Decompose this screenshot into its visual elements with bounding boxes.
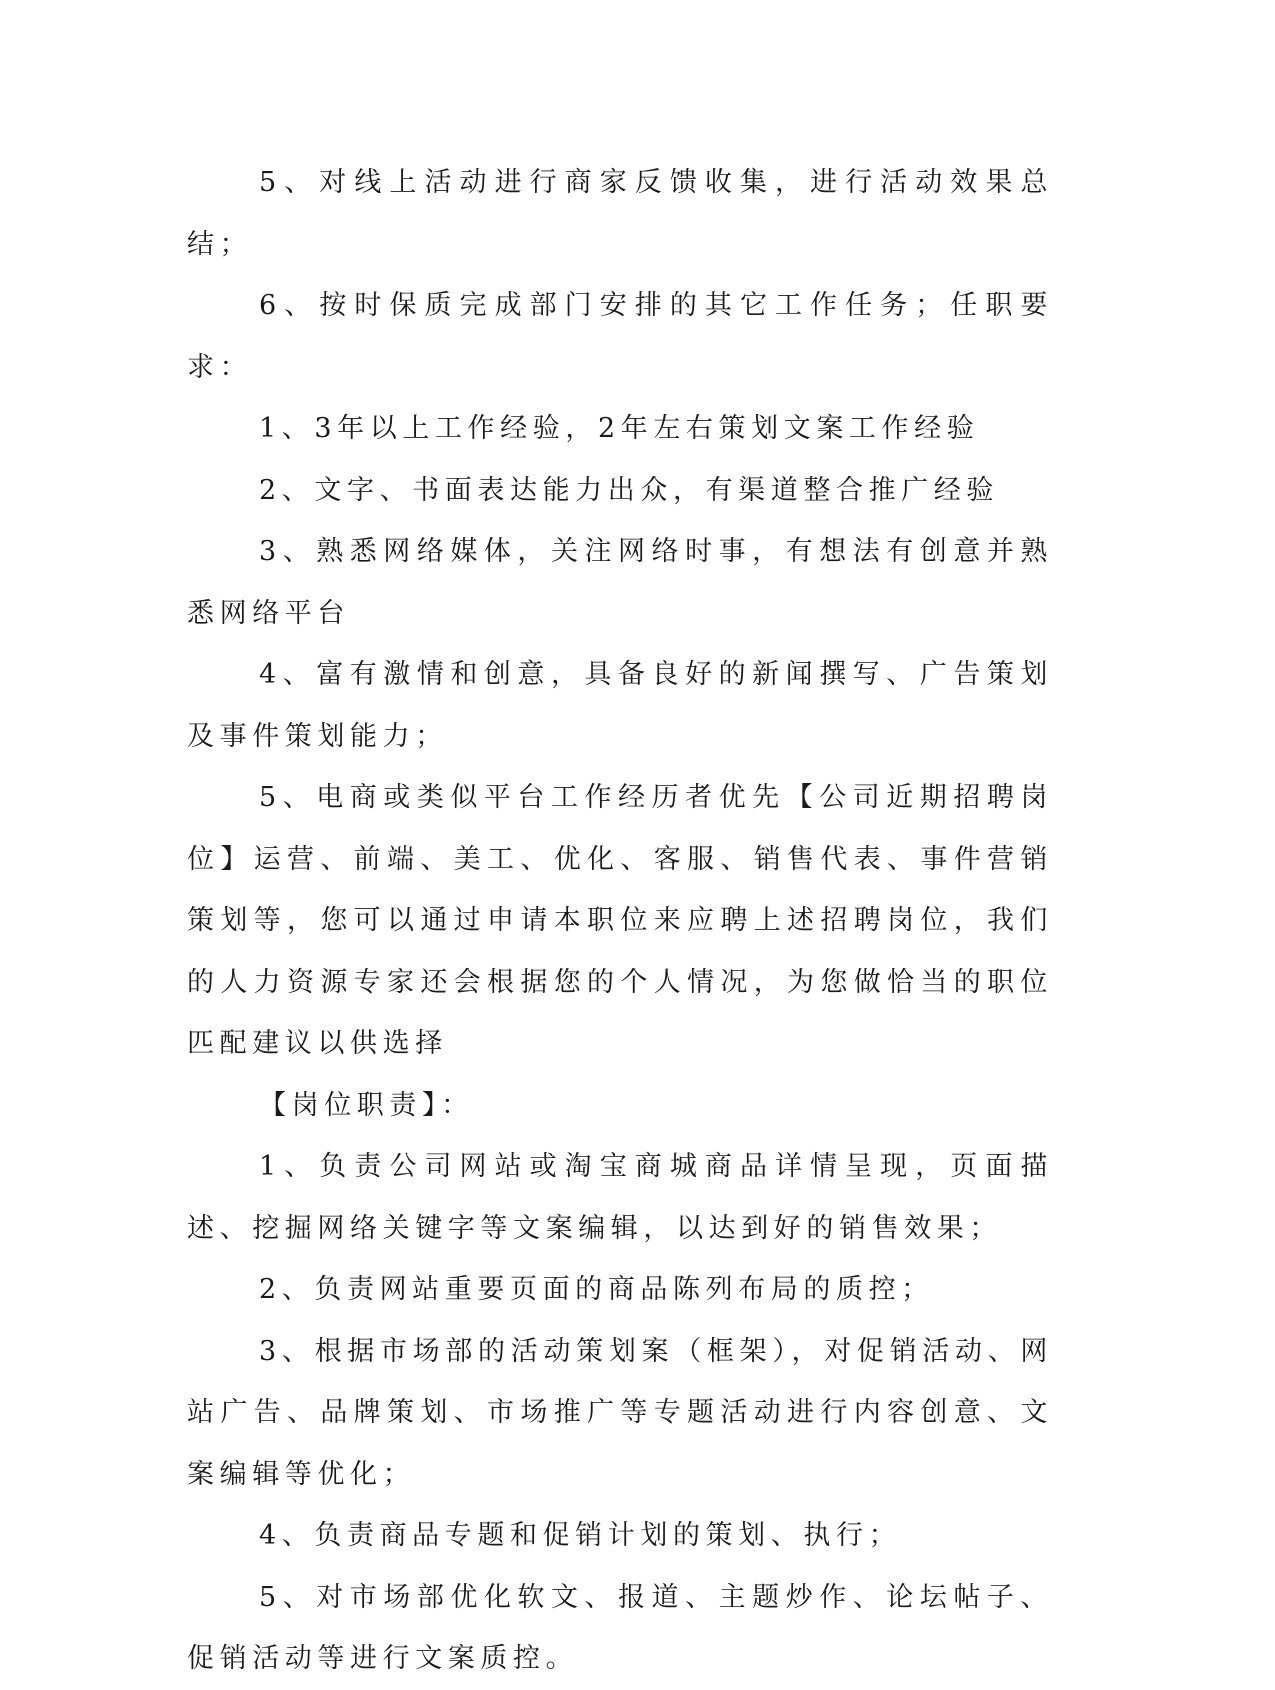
paragraph: 4、负责商品专题和促销计划的策划、执行； [259,1520,902,1551]
paragraph: 1、负责公司网站或淘宝商城商品详情呈现，页面描述、挖掘网络关键字等文案编辑，以达到好的销售效果； [187,1151,1053,1244]
document-page [187,152,1053,1690]
paragraph: 4、富有激情和创意，具备良好的新闻撰写、广告策划及事件策划能力； [187,659,1053,752]
section-heading: 【岗位职责】： [259,1089,474,1121]
paragraph: 1、3年以上工作经验，2年左右策划文案工作经验 [259,413,980,444]
paragraph: 6、按时保质完成部门安排的其它工作任务；任职要求： [187,290,1053,383]
paragraph: 5、对线上活动进行商家反馈收集，进行活动效果总结； [187,167,1053,260]
paragraph: 3、根据市场部的活动策划案（框架），对促销活动、网站广告、品牌策划、市场推广等专题活动进行内容创意、文案编辑等优化； [187,1335,1053,1490]
paragraph: 2、负责网站重要页面的商品陈列布局的质控； [259,1274,934,1305]
paragraph: 5、电商或类似平台工作经历者优先【公司近期招聘岗位】运营、前端、美工、优化、客服、销售代表、事件营销策划等，您可以通过申请本职位来应聘上述招聘岗位，我们的人力资源专家还会根据您的个人情况，为您做恰当的职位匹配建议以供选择 [187,782,1053,1059]
paragraph: 5、对市场部优化软文、报道、主题炒作、论坛帖子、促销活动等进行文案质控。 [187,1581,1053,1674]
paragraph: 3、熟悉网络媒体，关注网络时事，有想法有创意并熟悉网络平台 [187,536,1053,629]
paragraph: 2、文字、书面表达能力出众，有渠道整合推广经验 [259,474,999,506]
